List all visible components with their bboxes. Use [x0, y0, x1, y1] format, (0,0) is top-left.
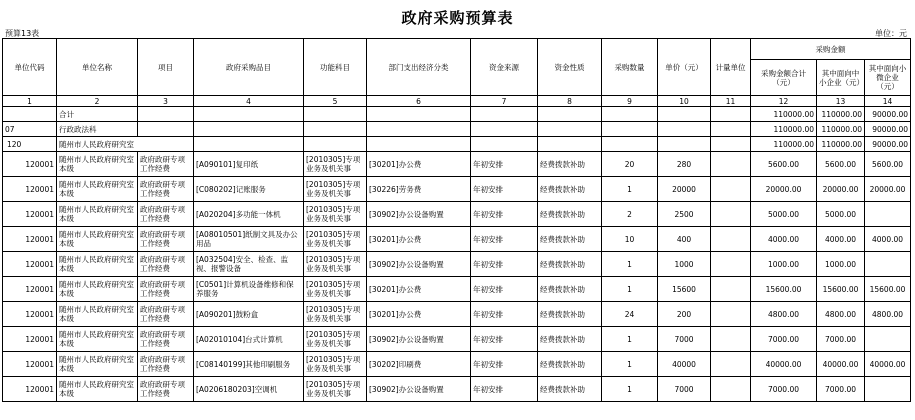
col-unit-name: 单位名称 [57, 39, 138, 96]
cell-fund-source: 年初安排 [471, 177, 538, 202]
table-row [3, 277, 911, 302]
cell-unit-name: 随州市人民政府研究室本级 [57, 252, 138, 277]
cell-amount-micro [865, 202, 911, 227]
index-row [3, 96, 911, 107]
blank-cell [194, 137, 304, 152]
summary-code: 120 [3, 137, 57, 152]
index-cell: 5 [304, 96, 367, 107]
cell-unit-name: 随州市人民政府研究室本级 [57, 202, 138, 227]
col-econ-class: 部门支出经济分类 [367, 39, 471, 96]
cell-func-subject: [2010305]专项业务及机关事 [304, 302, 367, 327]
cell-unit-code: 120001 [3, 327, 57, 352]
summary-row [3, 122, 911, 137]
cell-unit-name: 随州市人民政府研究室本级 [57, 227, 138, 252]
cell-meas-unit [711, 277, 751, 302]
index-cell: 1 [3, 96, 57, 107]
cell-unit-code: 120001 [3, 352, 57, 377]
cell-amount-total: 15600.00 [751, 277, 817, 302]
summary-sme: 110000.00 [817, 107, 865, 122]
cell-fund-nature: 经费拨款补助 [538, 227, 602, 252]
cell-amount-micro [865, 327, 911, 352]
table-row [3, 152, 911, 177]
cell-amount-total: 7000.00 [751, 377, 817, 402]
table-row [3, 352, 911, 377]
col-price: 单价（元） [658, 39, 711, 96]
summary-total: 110000.00 [751, 137, 817, 152]
cell-fund-nature: 经费拨款补助 [538, 302, 602, 327]
cell-item: [A02010104]台式计算机 [194, 327, 304, 352]
index-cell: 9 [602, 96, 658, 107]
cell-amount-sme: 5600.00 [817, 152, 865, 177]
cell-amount-micro: 4000.00 [865, 227, 911, 252]
cell-quantity: 1 [602, 327, 658, 352]
cell-project: 政府政研专项工作经费 [138, 202, 194, 227]
cell-econ-class: [30201]办公费 [367, 277, 471, 302]
cell-price: 200 [658, 302, 711, 327]
cell-func-subject: [2010305]专项业务及机关事 [304, 152, 367, 177]
blank-cell [602, 137, 658, 152]
col-amount-micro: 其中面向小微企业（元） [865, 60, 911, 96]
table-row [3, 177, 911, 202]
summary-micro: 90000.00 [865, 107, 911, 122]
blank-cell [602, 107, 658, 122]
summary-name: 随州市人民政府研究室 [57, 137, 194, 152]
cell-econ-class: [30902]办公设备购置 [367, 202, 471, 227]
cell-econ-class: [30201]办公费 [367, 302, 471, 327]
blank-cell [711, 122, 751, 137]
cell-meas-unit [711, 352, 751, 377]
cell-quantity: 1 [602, 352, 658, 377]
cell-fund-nature: 经费拨款补助 [538, 252, 602, 277]
cell-quantity: 1 [602, 377, 658, 402]
currency-unit: 单位：元 [875, 29, 907, 38]
cell-unit-code: 120001 [3, 202, 57, 227]
cell-econ-class: [30902]办公设备购置 [367, 252, 471, 277]
cell-amount-total: 4000.00 [751, 227, 817, 252]
cell-price: 7000 [658, 377, 711, 402]
cell-amount-micro: 40000.00 [865, 352, 911, 377]
cell-meas-unit [711, 152, 751, 177]
cell-fund-nature: 经费拨款补助 [538, 377, 602, 402]
cell-fund-source: 年初安排 [471, 327, 538, 352]
summary-name: 合计 [57, 107, 138, 122]
index-cell: 14 [865, 96, 911, 107]
cell-fund-nature: 经费拨款补助 [538, 327, 602, 352]
blank-cell [658, 107, 711, 122]
cell-item: [C080202]记账服务 [194, 177, 304, 202]
index-cell: 2 [57, 96, 138, 107]
cell-price: 15600 [658, 277, 711, 302]
cell-amount-sme: 4000.00 [817, 227, 865, 252]
cell-fund-source: 年初安排 [471, 377, 538, 402]
cell-fund-nature: 经费拨款补助 [538, 152, 602, 177]
summary-row [3, 137, 911, 152]
index-cell: 3 [138, 96, 194, 107]
col-amount-total: 采购金额合计（元） [751, 60, 817, 96]
table-row [3, 202, 911, 227]
index-cell: 7 [471, 96, 538, 107]
blank-cell [194, 122, 304, 137]
cell-unit-name: 随州市人民政府研究室本级 [57, 352, 138, 377]
cell-project: 政府政研专项工作经费 [138, 302, 194, 327]
table-row [3, 377, 911, 402]
col-func-subject: 功能科目 [304, 39, 367, 96]
cell-func-subject: [2010305]专项业务及机关事 [304, 377, 367, 402]
cell-quantity: 1 [602, 277, 658, 302]
cell-econ-class: [30902]办公设备购置 [367, 377, 471, 402]
cell-amount-sme: 1000.00 [817, 252, 865, 277]
cell-amount-sme: 7000.00 [817, 327, 865, 352]
cell-amount-total: 4800.00 [751, 302, 817, 327]
cell-unit-code: 120001 [3, 152, 57, 177]
cell-meas-unit [711, 377, 751, 402]
cell-unit-code: 120001 [3, 277, 57, 302]
cell-project: 政府政研专项工作经费 [138, 252, 194, 277]
summary-code: 07 [3, 122, 57, 137]
cell-fund-source: 年初安排 [471, 227, 538, 252]
cell-item: [C08140199]其他印刷服务 [194, 352, 304, 377]
cell-item: [A08010501]纸制文具及办公用品 [194, 227, 304, 252]
cell-meas-unit [711, 327, 751, 352]
cell-fund-source: 年初安排 [471, 352, 538, 377]
cell-amount-micro [865, 252, 911, 277]
cell-unit-code: 120001 [3, 302, 57, 327]
cell-unit-name: 随州市人民政府研究室本级 [57, 302, 138, 327]
cell-amount-total: 5000.00 [751, 202, 817, 227]
blank-cell [602, 122, 658, 137]
cell-item: [A090101]复印纸 [194, 152, 304, 177]
cell-project: 政府政研专项工作经费 [138, 377, 194, 402]
cell-fund-nature: 经费拨款补助 [538, 202, 602, 227]
cell-project: 政府政研专项工作经费 [138, 227, 194, 252]
form-number: 预算13表 [5, 29, 40, 38]
blank-cell [194, 107, 304, 122]
cell-unit-name: 随州市人民政府研究室本级 [57, 327, 138, 352]
page-title: 政府采购预算表 [401, 9, 514, 27]
cell-unit-name: 随州市人民政府研究室本级 [57, 152, 138, 177]
cell-price: 400 [658, 227, 711, 252]
cell-econ-class: [30201]办公费 [367, 227, 471, 252]
cell-unit-code: 120001 [3, 377, 57, 402]
cell-unit-code: 120001 [3, 252, 57, 277]
blank-cell [538, 122, 602, 137]
col-amount-sme: 其中面向中小企业（元） [817, 60, 865, 96]
col-unit-code: 单位代码 [3, 39, 57, 96]
cell-quantity: 10 [602, 227, 658, 252]
cell-amount-sme: 20000.00 [817, 177, 865, 202]
cell-quantity: 20 [602, 152, 658, 177]
cell-func-subject: [2010305]专项业务及机关事 [304, 227, 367, 252]
cell-func-subject: [2010305]专项业务及机关事 [304, 202, 367, 227]
blank-cell [471, 122, 538, 137]
cell-econ-class: [30226]劳务费 [367, 177, 471, 202]
index-cell: 12 [751, 96, 817, 107]
cell-amount-micro [865, 377, 911, 402]
cell-price: 40000 [658, 352, 711, 377]
cell-price: 20000 [658, 177, 711, 202]
cell-func-subject: [2010305]专项业务及机关事 [304, 277, 367, 302]
cell-amount-total: 40000.00 [751, 352, 817, 377]
cell-item: [A090201]鼓粉盒 [194, 302, 304, 327]
cell-amount-total: 20000.00 [751, 177, 817, 202]
col-quantity: 采购数量 [602, 39, 658, 96]
cell-price: 1000 [658, 252, 711, 277]
blank-cell [658, 137, 711, 152]
cell-quantity: 1 [602, 177, 658, 202]
cell-fund-source: 年初安排 [471, 277, 538, 302]
blank-cell [538, 107, 602, 122]
table-row [3, 327, 911, 352]
cell-func-subject: [2010305]专项业务及机关事 [304, 177, 367, 202]
col-amount-group: 采购金额 [751, 39, 911, 60]
cell-meas-unit [711, 227, 751, 252]
cell-amount-sme: 40000.00 [817, 352, 865, 377]
cell-amount-total: 7000.00 [751, 327, 817, 352]
index-cell: 13 [817, 96, 865, 107]
cell-item: [A032504]安全、检查、监视、报警设备 [194, 252, 304, 277]
cell-func-subject: [2010305]专项业务及机关事 [304, 352, 367, 377]
blank-cell [471, 107, 538, 122]
cell-econ-class: [30202]印刷费 [367, 352, 471, 377]
cell-unit-name: 随州市人民政府研究室本级 [57, 177, 138, 202]
cell-item: [C0501]计算机设备维修和保养服务 [194, 277, 304, 302]
cell-amount-total: 1000.00 [751, 252, 817, 277]
cell-fund-source: 年初安排 [471, 302, 538, 327]
cell-quantity: 1 [602, 252, 658, 277]
summary-micro: 90000.00 [865, 137, 911, 152]
blank-cell [138, 122, 194, 137]
index-cell: 6 [367, 96, 471, 107]
cell-unit-name: 随州市人民政府研究室本级 [57, 377, 138, 402]
cell-unit-name: 随州市人民政府研究室本级 [57, 277, 138, 302]
cell-meas-unit [711, 302, 751, 327]
col-meas-unit: 计量单位 [711, 39, 751, 96]
cell-fund-source: 年初安排 [471, 202, 538, 227]
blank-cell [367, 137, 471, 152]
summary-total: 110000.00 [751, 122, 817, 137]
index-cell: 8 [538, 96, 602, 107]
col-fund-source: 资金来源 [471, 39, 538, 96]
cell-func-subject: [2010305]专项业务及机关事 [304, 327, 367, 352]
cell-fund-nature: 经费拨款补助 [538, 177, 602, 202]
blank-cell [138, 107, 194, 122]
cell-fund-nature: 经费拨款补助 [538, 352, 602, 377]
cell-amount-sme: 4800.00 [817, 302, 865, 327]
index-cell: 10 [658, 96, 711, 107]
blank-cell [658, 122, 711, 137]
cell-econ-class: [30902]办公设备购置 [367, 327, 471, 352]
summary-name: 行政政法科 [57, 122, 138, 137]
cell-amount-total: 5600.00 [751, 152, 817, 177]
cell-quantity: 2 [602, 202, 658, 227]
cell-project: 政府政研专项工作经费 [138, 327, 194, 352]
index-cell: 4 [194, 96, 304, 107]
index-cell: 11 [711, 96, 751, 107]
col-fund-nature: 资金性质 [538, 39, 602, 96]
blank-cell [711, 137, 751, 152]
cell-econ-class: [30201]办公费 [367, 152, 471, 177]
cell-unit-code: 120001 [3, 177, 57, 202]
summary-row [3, 107, 911, 122]
blank-cell [711, 107, 751, 122]
blank-cell [304, 122, 367, 137]
cell-fund-source: 年初安排 [471, 252, 538, 277]
blank-cell [367, 122, 471, 137]
blank-cell [304, 107, 367, 122]
cell-meas-unit [711, 252, 751, 277]
cell-amount-sme: 5000.00 [817, 202, 865, 227]
table-row [3, 252, 911, 277]
header-row-top [3, 39, 911, 60]
cell-project: 政府政研专项工作经费 [138, 152, 194, 177]
cell-amount-micro: 4800.00 [865, 302, 911, 327]
cell-project: 政府政研专项工作经费 [138, 177, 194, 202]
cell-unit-code: 120001 [3, 227, 57, 252]
cell-meas-unit [711, 177, 751, 202]
col-project: 项目 [138, 39, 194, 96]
cell-item: [A0206180203]空调机 [194, 377, 304, 402]
table-row [3, 227, 911, 252]
summary-sme: 110000.00 [817, 122, 865, 137]
summary-total: 110000.00 [751, 107, 817, 122]
blank-cell [538, 137, 602, 152]
blank-cell [471, 137, 538, 152]
cell-item: [A020204]多功能一体机 [194, 202, 304, 227]
blank-cell [367, 107, 471, 122]
col-item: 政府采购品目 [194, 39, 304, 96]
cell-fund-source: 年初安排 [471, 152, 538, 177]
cell-amount-sme: 7000.00 [817, 377, 865, 402]
cell-price: 2500 [658, 202, 711, 227]
summary-sme: 110000.00 [817, 137, 865, 152]
cell-fund-nature: 经费拨款补助 [538, 277, 602, 302]
blank-cell [304, 137, 367, 152]
cell-amount-sme: 15600.00 [817, 277, 865, 302]
cell-amount-micro: 5600.00 [865, 152, 911, 177]
cell-quantity: 24 [602, 302, 658, 327]
cell-func-subject: [2010305]专项业务及机关事 [304, 252, 367, 277]
cell-project: 政府政研专项工作经费 [138, 352, 194, 377]
summary-micro: 90000.00 [865, 122, 911, 137]
cell-meas-unit [711, 202, 751, 227]
cell-price: 280 [658, 152, 711, 177]
cell-amount-micro: 15600.00 [865, 277, 911, 302]
cell-project: 政府政研专项工作经费 [138, 277, 194, 302]
summary-code [3, 107, 57, 122]
procurement-budget-table [2, 38, 911, 402]
table-row [3, 302, 911, 327]
cell-price: 7000 [658, 327, 711, 352]
cell-amount-micro: 20000.00 [865, 177, 911, 202]
